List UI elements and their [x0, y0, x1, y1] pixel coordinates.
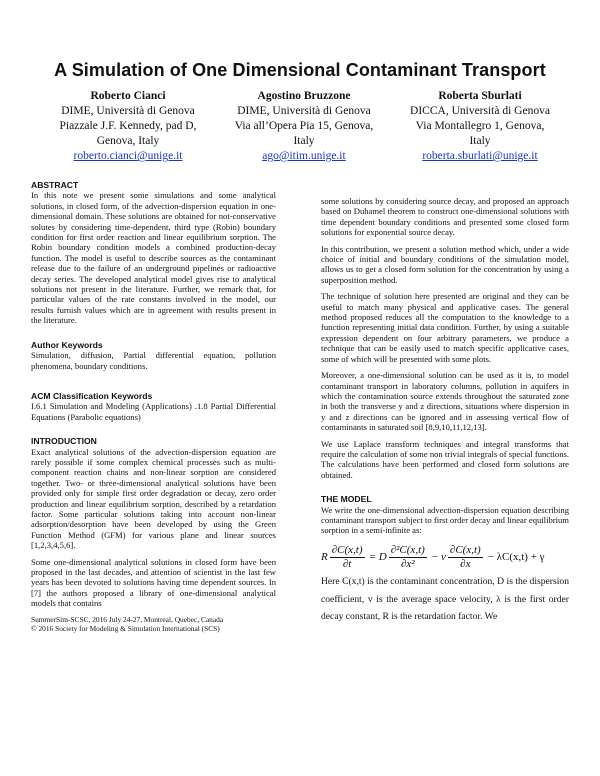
- conference-footer: [31, 615, 276, 634]
- author-address: Piazzale J.F. Kennedy, pad D,: [59, 120, 197, 132]
- model-heading: THE MODEL: [321, 494, 372, 505]
- body-paragraph: In this contribution, we present a solution method which, under a wide choice of initial and boundary conditions of the simulation model, allows us to get a closed form solution for the concentration by using a superposition method.: [321, 243, 569, 285]
- eq-fraction: [389, 544, 427, 571]
- author-address: Italy: [293, 135, 315, 147]
- author-address: Via all’Opera Pia 15, Genova,: [234, 120, 374, 132]
- author-block: [40, 89, 570, 164]
- footer-line: SummerSim-SCSC, 2016 July 24-27, Montreal, Quebec, Canada: [31, 614, 224, 624]
- footer-copyright: © 2016 Society for Modeling & Simulation International (SCS): [31, 624, 220, 634]
- eq-symbol: R: [321, 551, 328, 564]
- author-name: Roberta Sburlati: [438, 90, 522, 102]
- eq-denominator: ∂x: [460, 557, 471, 570]
- author-name: Agostino Bruzzone: [257, 90, 351, 102]
- body-paragraph: Moreover, a one-dimensional solution can be used as it is, to model contaminant transport in laboratory columns, pollution in aquifers in which the contamination source extends throughout the saturated zone in both the transverse y and z directions, situations where dispersion in y and z directions can be ignored and in assessing vertical flow of contaminants in saturated soil [8,9,10,11,12,13].: [321, 370, 569, 433]
- author-affiliation: DICCA, Università di Genova: [410, 105, 550, 117]
- body-paragraph: We write the one-dimensional advection-dispersion equation describing contaminant transport subject to first order decay and linear equilibrium sorption in a semi-infinite as:: [321, 504, 569, 536]
- body-paragraph: some solutions by considering source decay, and proposed an approach based on Duhamel theorem to construct one-dimensional solutions with time dependent boundary conditions and presented some closed form solutions for exponential source decay.: [321, 196, 569, 238]
- eq-symbol: D: [378, 551, 387, 564]
- author-affiliation: DIME, Università di Genova: [237, 105, 371, 117]
- author-email-link[interactable]: ago@itim.unige.it: [262, 150, 346, 162]
- author-2: [216, 89, 392, 164]
- body-paragraph: Here C(x,t) is the contaminant concentration, D is the dispersion coefficient, v is the average space velocity, λ is the first order decay constant, R is the retardation factor. We: [321, 575, 569, 623]
- eq-symbol: v: [441, 551, 446, 564]
- author-1: [40, 89, 216, 164]
- eq-denominator: ∂t: [342, 557, 352, 570]
- intro-paragraph: Some one-dimensional analytical solutions in closed form have been proposed in the last decades, and attention of scientist in the last few years has been devoted to solutions having time dependent sources. In [7] the authors proposed a library of one-dimensional analytical models that contains: [31, 556, 276, 609]
- abstract-heading: ABSTRACT: [31, 180, 79, 190]
- keywords-text: Simulation, diffusion, Partial differential equation, pollution phenomena, boundary conditions.: [31, 350, 276, 371]
- body-paragraph: The technique of solution here presented are original and they can be useful to match many physical and applicative cases. The general method proposed reduces all the computation to the knowledge to a function representing initial data condition. Further, by using a suitable expression dependent on four arbitrary parameters, we produce a technique that can be easily used to match specific applicative cases, some of which will be presented with some plots.: [321, 291, 569, 364]
- author-3: [392, 89, 568, 164]
- eq-numerator: ∂²C(x,t): [390, 543, 425, 556]
- author-name: Roberto Cianci: [90, 90, 166, 102]
- right-column: [321, 196, 569, 626]
- eq-fraction: [448, 544, 483, 571]
- eq-operator: =: [369, 551, 376, 564]
- acm-heading: ACM Classification Keywords: [31, 390, 153, 401]
- eq-operator: −: [431, 551, 439, 564]
- abstract-text: In this note we present some simulations and some analytical solutions, in closed form, of the advection-dispersion equation in one-dimensional domain. These solutions are obtained for not-conservative solutes by considering time-dependent, third type (Robin) boundary condition for first order reaction and linear equilibrium sorption. The Robin boundary condition models a combined production-decay function. The model is useful to describe sources as the contaminant release due to the failure of an underground pipelines or radioactive decay series. The developed analytical model gives rise to analytical solutions not present in the literature. Further, we remark that, for particular values of the rate constants involved in the model, our results furnish values which are in agreement with results present in the literature.: [31, 190, 276, 326]
- author-address: Italy: [469, 135, 491, 147]
- eq-denominator: ∂x²: [400, 557, 415, 570]
- intro-paragraph: Exact analytical solutions of the advection-dispersion equation are rarely possible if some complex chemical processes such as multi-component reaction chains and non-linear sorption are considered together. Two- or three-dimensional analytical solutions have been provided only for simple first order degradation or decay, zero order production and linear equilibrium sorption, described by a retardation factor. Some particular solutions taking into account non-linear adsorption/desorption have been developed by using the Green Function Method (GFM) for various plane and linear sources [1,2,3,4,5,6].: [31, 446, 276, 551]
- intro-heading: INTRODUCTION: [31, 436, 97, 447]
- eq-numerator: ∂C(x,t): [331, 543, 363, 556]
- acm-text: I.6.1 Simulation and Modeling (Applications) .1.8 Partial Differential Equations (Parabolic equations): [31, 401, 276, 422]
- author-email-link[interactable]: roberto.cianci@unige.it: [73, 150, 183, 162]
- author-affiliation: DIME, Università di Genova: [61, 105, 195, 117]
- advection-dispersion-equation: [321, 544, 569, 571]
- author-email-link[interactable]: roberta.sburlati@unige.it: [422, 150, 538, 162]
- body-paragraph: We use Laplace transform techniques and integral transforms that require the calculation of some non trivial integrals of special functions. The calculations have been performed and closed form solutions are obtained.: [321, 438, 569, 480]
- paper-title: A Simulation of One Dimensional Contaminant Transport: [54, 60, 546, 80]
- eq-tail: − λC(x,t) + γ: [487, 551, 545, 564]
- author-address: Genova, Italy: [96, 135, 160, 147]
- left-column: [31, 180, 276, 633]
- author-address: Via Montallegro 1, Genova,: [415, 120, 545, 132]
- keywords-heading: Author Keywords: [31, 339, 103, 350]
- eq-numerator: ∂C(x,t): [449, 543, 481, 556]
- eq-fraction: [330, 544, 365, 571]
